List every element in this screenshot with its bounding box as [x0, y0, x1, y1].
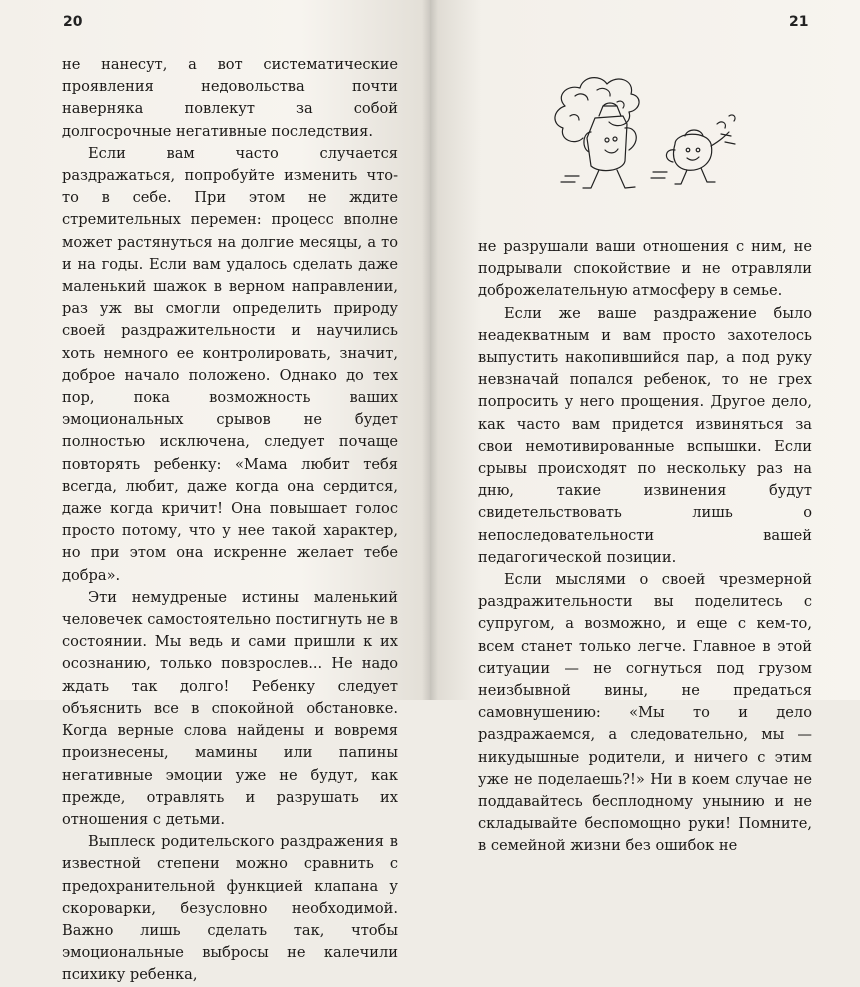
paragraph: не нанесут, а вот систематические проявления недовольства почти наверняка повлекут за собой долгосрочные негативные последствия.	[62, 56, 398, 140]
paragraph: Выплеск родительского раздражения в известной степени можно сравнить с предохранительной функцией клапана у скороварки, безусловно необходимой. Важно лишь сделать так, чтобы эмоциональные выбросы не калечили психику ребенка,	[62, 833, 398, 984]
right-page	[430, 0, 860, 855]
right-page-text	[478, 236, 812, 858]
left-page-text	[62, 54, 398, 987]
two-kettles-illustration	[525, 66, 745, 201]
paragraph: не разрушали ваши отношения с ним, не подрывали спокойствие и не отравляли доброжелательную атмосферу в семье.	[478, 238, 812, 300]
paragraph: Если мыслями о своей чрезмерной раздражительности вы поделитесь с супругом, а возможно, и еще с кем-то, всем станет только легче. Главное в этой ситуации — не согнуться под грузом неизбывной вины, не предаться самовнушению: «Мы то и дело раздражаемся, а следовательно, мы — никудышные родители, и ничего с этим уже не поделаешь?!» Ни в коем случае не поддавайтесь бесплодному унынию и не складывайте беспомощно руки! Помните, в семейной жизни без ошибок не	[478, 571, 812, 855]
paragraph: Эти немудреные истины маленький человечек самостоятельно постигнуть не в состоянии. Мы ведь и сами пришли к их осознанию, только повзрослев... Не надо ждать так долго! Ребенку следует объяснить все в спокойной обстановке. Когда верные слова найдены и вовремя произнесены, мамины или папины негативные эмоции уже не будут, как прежде, отравлять и разрушать их отношения с детьми.	[62, 588, 398, 828]
paragraph: Если же ваше раздражение было неадекватным и вам просто захотелось выпустить накопившийся пар, а под руку невзначай попался ребенок, то не грех попросить у него прощения. Другое дело, как часто вам придется извиняться за свои немотивированные вспышки. Если срывы происходят по нескольку раз на дню, такие извинения будут свидетельствовать лишь о непоследовательности вашей педагогической позиции.	[478, 304, 812, 566]
page-number-left: 20	[63, 14, 83, 30]
left-page	[0, 0, 430, 984]
page-number-right: 21	[789, 14, 809, 30]
book-gutter	[422, 0, 438, 700]
paragraph: Если вам часто случается раздражаться, попробуйте изменить что-то в себе. При этом не ждите стремительных перемен: процесс вполне может растянуться на долгие месяцы, а то и на годы. Если вам удалось сделать даже маленький шажок в верном направлении, раз уж вы смогли определить природу своей раздражительности и научились хоть немного ее контролировать, значит, доброе начало положено. Однако до тех пор, пока возможность ваших эмоциональных срывов не будет полностью исключена, следует почаще повторять ребенку: «Мама любит тебя всегда, любит, даже когда она сердится, даже когда кричит! Она повышает голос просто потому, что у нее такой характер, но при этом она искренне желает тебе добра».	[62, 144, 398, 584]
